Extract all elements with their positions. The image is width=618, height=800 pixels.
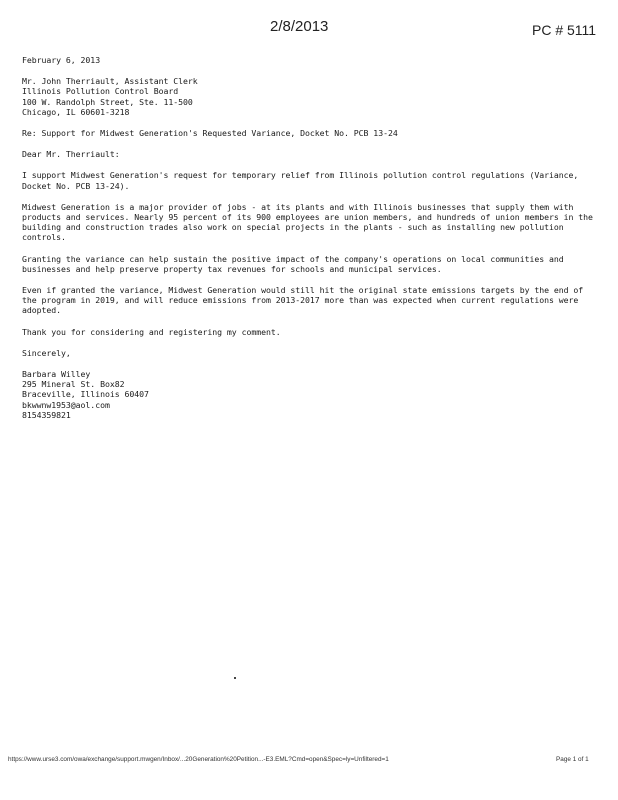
paragraph-3 (22, 254, 594, 274)
footer-url: https://www.urse3.com/owa/exchange/support.mwgen/Inbox/...20Generation%20Petition...-E3.EML?Cmd=open&Spec=ly=Unfiltered=1 (8, 756, 389, 763)
recipient-address (22, 76, 594, 117)
paragraph-line: Granting the variance can help sustain the positive impact of the company's operations on local communities and (22, 253, 564, 264)
paragraph-line: I support Midwest Generation's request for temporary relief from Illinois pollution control regulations (Variance, (22, 170, 579, 181)
letter-body (22, 55, 594, 431)
paragraph-2 (22, 202, 594, 243)
recipient-line: Mr. John Therriault, Assistant Clerk (22, 76, 198, 87)
paragraph-1 (22, 170, 594, 190)
sender-phone: 8154359821 (22, 409, 71, 420)
salutation: Dear Mr. Therriault: (22, 149, 120, 160)
sender-city: Braceville, Illinois 60407 (22, 389, 149, 400)
paragraph-line: businesses and help preserve property tax revenues for schools and municipal services. (22, 263, 442, 274)
recipient-line: Illinois Pollution Control Board (22, 86, 179, 97)
signoff: Sincerely, (22, 347, 71, 358)
paragraph-line: the program in 2019, and will reduce emissions from 2013-2017 more than was expected when current regulations were (22, 295, 579, 306)
pc-number-stamp: PC # 5111 (532, 22, 597, 38)
paragraph-line: products and services. Nearly 95 percent of its 900 employees are union members, and hundreds of union members in the (22, 212, 593, 223)
sender-email: bkwwnw1953@aol.com (22, 399, 110, 410)
letter-date: February 6, 2013 (22, 55, 101, 65)
paragraph-line: controls. (22, 232, 66, 243)
subject-line: Re: Support for Midwest Generation's Requested Variance, Docket No. PCB 13-24 (22, 128, 398, 139)
scan-speck (234, 677, 236, 679)
paragraph-4 (22, 285, 594, 316)
closing-paragraph: Thank you for considering and registering my comment. (22, 326, 281, 337)
paragraph-line: Midwest Generation is a major provider of jobs - at its plants and with Illinois businesses that supply them with (22, 201, 574, 212)
sender-block (22, 369, 594, 420)
sender-name: Barbara Willey (22, 369, 91, 380)
footer-page-number: Page 1 of 1 (556, 756, 589, 763)
paragraph-line: building and construction trades also work on special projects in the plants - such as installing new pollution (22, 222, 564, 233)
recipient-line: 100 W. Randolph Street, Ste. 11-500 (22, 96, 193, 107)
paragraph-line: Docket No. PCB 13-24). (22, 180, 130, 191)
date-stamp: 2/8/2013 (270, 18, 329, 35)
paragraph-line: Even if granted the variance, Midwest Generation would still hit the original state emissions targets by the end of (22, 285, 584, 296)
sender-street: 295 Mineral St. Box82 (22, 379, 125, 390)
paragraph-line: adopted. (22, 305, 62, 316)
recipient-line: Chicago, IL 60601-3218 (22, 106, 130, 117)
